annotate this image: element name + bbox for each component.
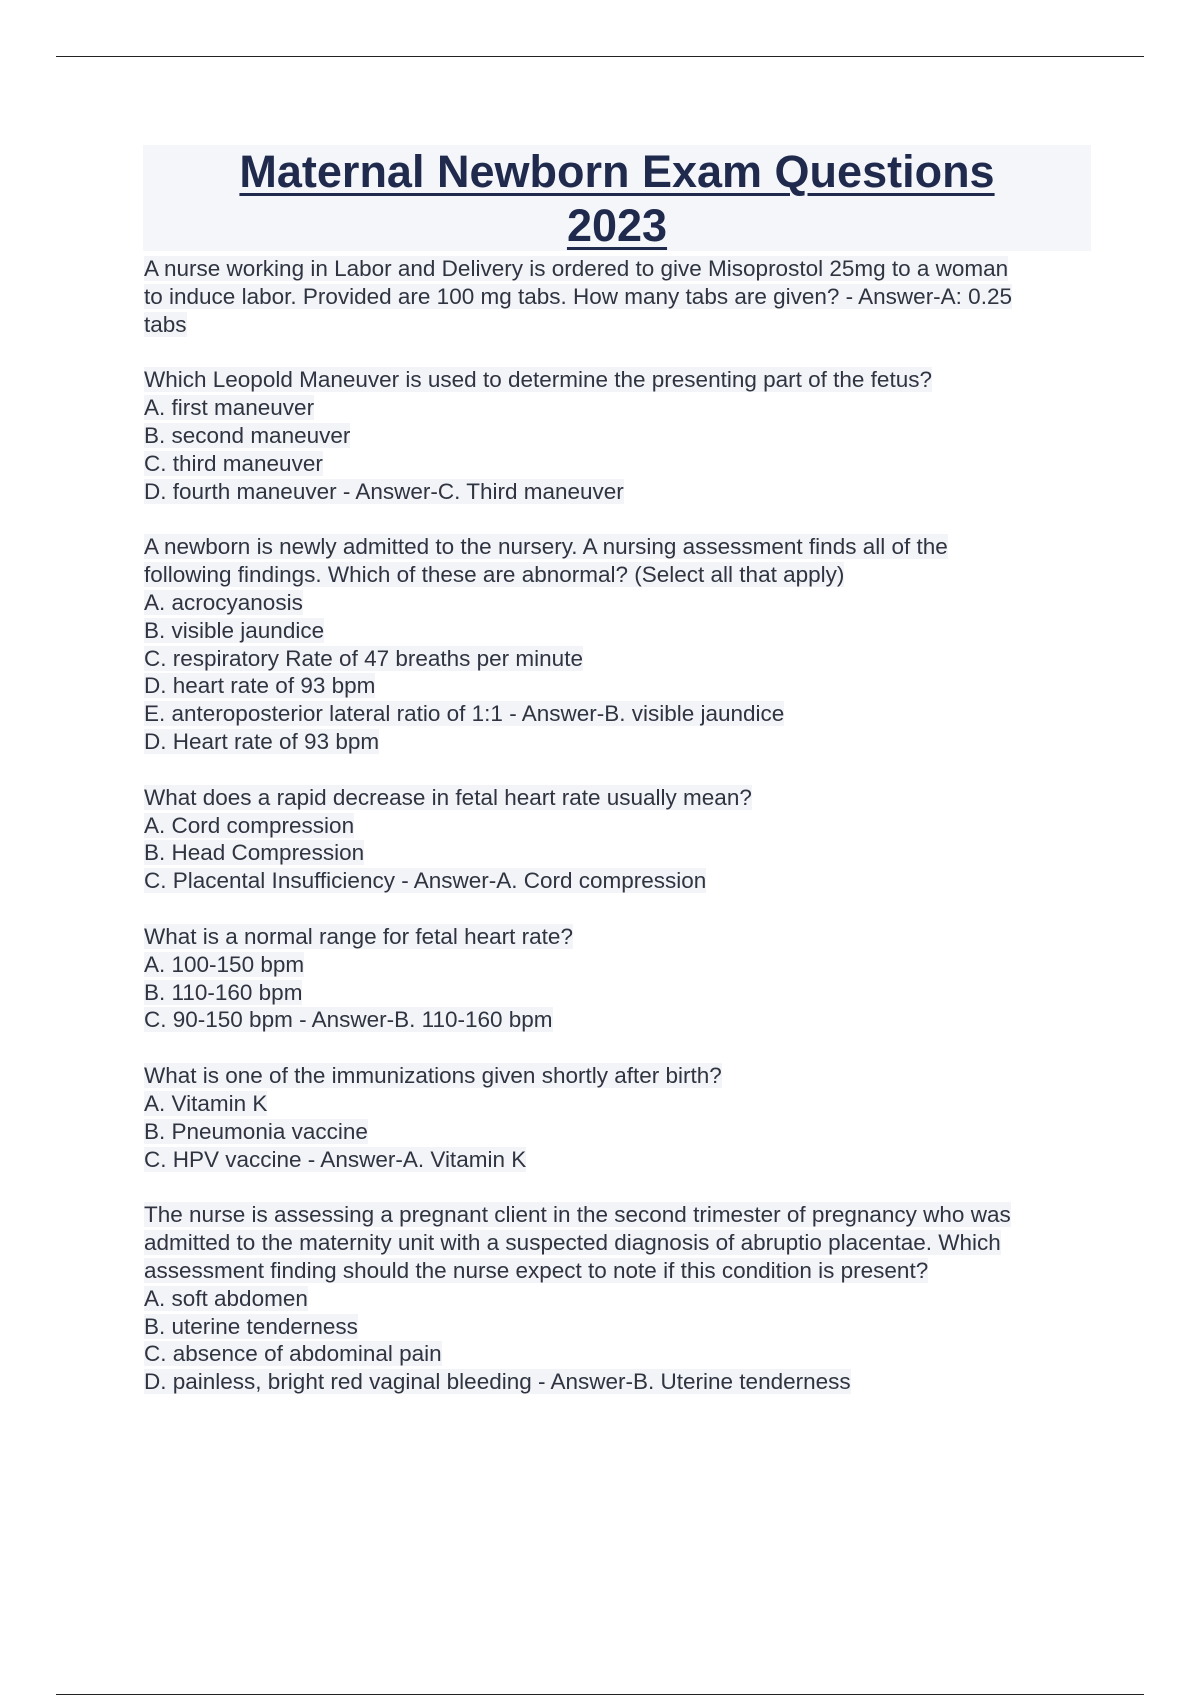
question-block-4: [144, 784, 1094, 895]
answer-option: B. uterine tenderness: [144, 1313, 358, 1339]
answer-option: C. Placental Insufficiency - Answer-A. Cord compression: [144, 868, 707, 894]
question-text: assessment finding should the nurse expect to note if this condition is present?: [144, 1257, 929, 1283]
answer-option: C. absence of abdominal pain: [144, 1341, 442, 1367]
question-block-2: [144, 366, 1094, 505]
question-block-6: [144, 1062, 1094, 1173]
answer-option: C. third maneuver: [144, 450, 323, 476]
question-text: The nurse is assessing a pregnant client in the second trimester of pregnancy who was: [144, 1202, 1011, 1228]
answer-option: C. 90-150 bpm - Answer-B. 110-160 bpm: [144, 1007, 553, 1033]
answer-option: B. second maneuver: [144, 422, 351, 448]
question-text: to induce labor. Provided are 100 mg tabs. How many tabs are given? - Answer-A: 0.25: [144, 283, 1012, 309]
question-block-3: [144, 533, 1094, 755]
answer-option: A. 100-150 bpm: [144, 951, 305, 977]
answer-option: A. first maneuver: [144, 395, 315, 421]
answer-option: D. heart rate of 93 bpm: [144, 673, 376, 699]
question-text: following findings. Which of these are abnormal? (Select all that apply): [144, 562, 845, 588]
question-block-5: [144, 923, 1094, 1034]
answer-option: C. HPV vaccine - Answer-A. Vitamin K: [144, 1146, 527, 1172]
question-list: [144, 255, 1094, 1424]
title-line-1: Maternal Newborn Exam Questions: [239, 146, 995, 197]
question-block-7: [144, 1201, 1094, 1396]
answer-option: D. fourth maneuver - Answer-C. Third maneuver: [144, 478, 624, 504]
question-text: admitted to the maternity unit with a suspected diagnosis of abruptio placentae. Which: [144, 1230, 1001, 1256]
question-text: tabs: [144, 311, 187, 337]
answer-option: A. Cord compression: [144, 812, 355, 838]
page-title: [143, 145, 1091, 251]
answer-option: A. soft abdomen: [144, 1285, 308, 1311]
question-text: What is one of the immunizations given shortly after birth?: [144, 1063, 722, 1089]
answer-option: B. visible jaundice: [144, 617, 325, 643]
question-text: What does a rapid decrease in fetal heart rate usually mean?: [144, 784, 752, 810]
title-line-2: 2023: [566, 200, 668, 251]
answer-option: E. anteroposterior lateral ratio of 1:1 - Answer-B. visible jaundice: [144, 701, 785, 727]
question-text: A nurse working in Labor and Delivery is ordered to give Misoprostol 25mg to a woman: [144, 256, 1009, 281]
question-text: Which Leopold Maneuver is used to determine the presenting part of the fetus?: [144, 367, 932, 393]
top-divider: [56, 56, 1144, 57]
bottom-divider: [56, 1694, 1144, 1695]
answer-option: B. Head Compression: [144, 840, 365, 866]
answer-option: A. acrocyanosis: [144, 589, 303, 615]
answer-option: B. 110-160 bpm: [144, 979, 303, 1005]
answer-option: D. painless, bright red vaginal bleeding - Answer-B. Uterine tenderness: [144, 1369, 851, 1395]
answer-option: B. Pneumonia vaccine: [144, 1118, 368, 1144]
question-block-1: [144, 255, 1094, 338]
answer-option: C. respiratory Rate of 47 breaths per minute: [144, 645, 583, 671]
question-text: What is a normal range for fetal heart rate?: [144, 923, 573, 949]
answer-option: A. Vitamin K: [144, 1090, 268, 1116]
answer-option: D. Heart rate of 93 bpm: [144, 728, 380, 754]
question-text: A newborn is newly admitted to the nursery. A nursing assessment finds all of the: [144, 534, 948, 560]
